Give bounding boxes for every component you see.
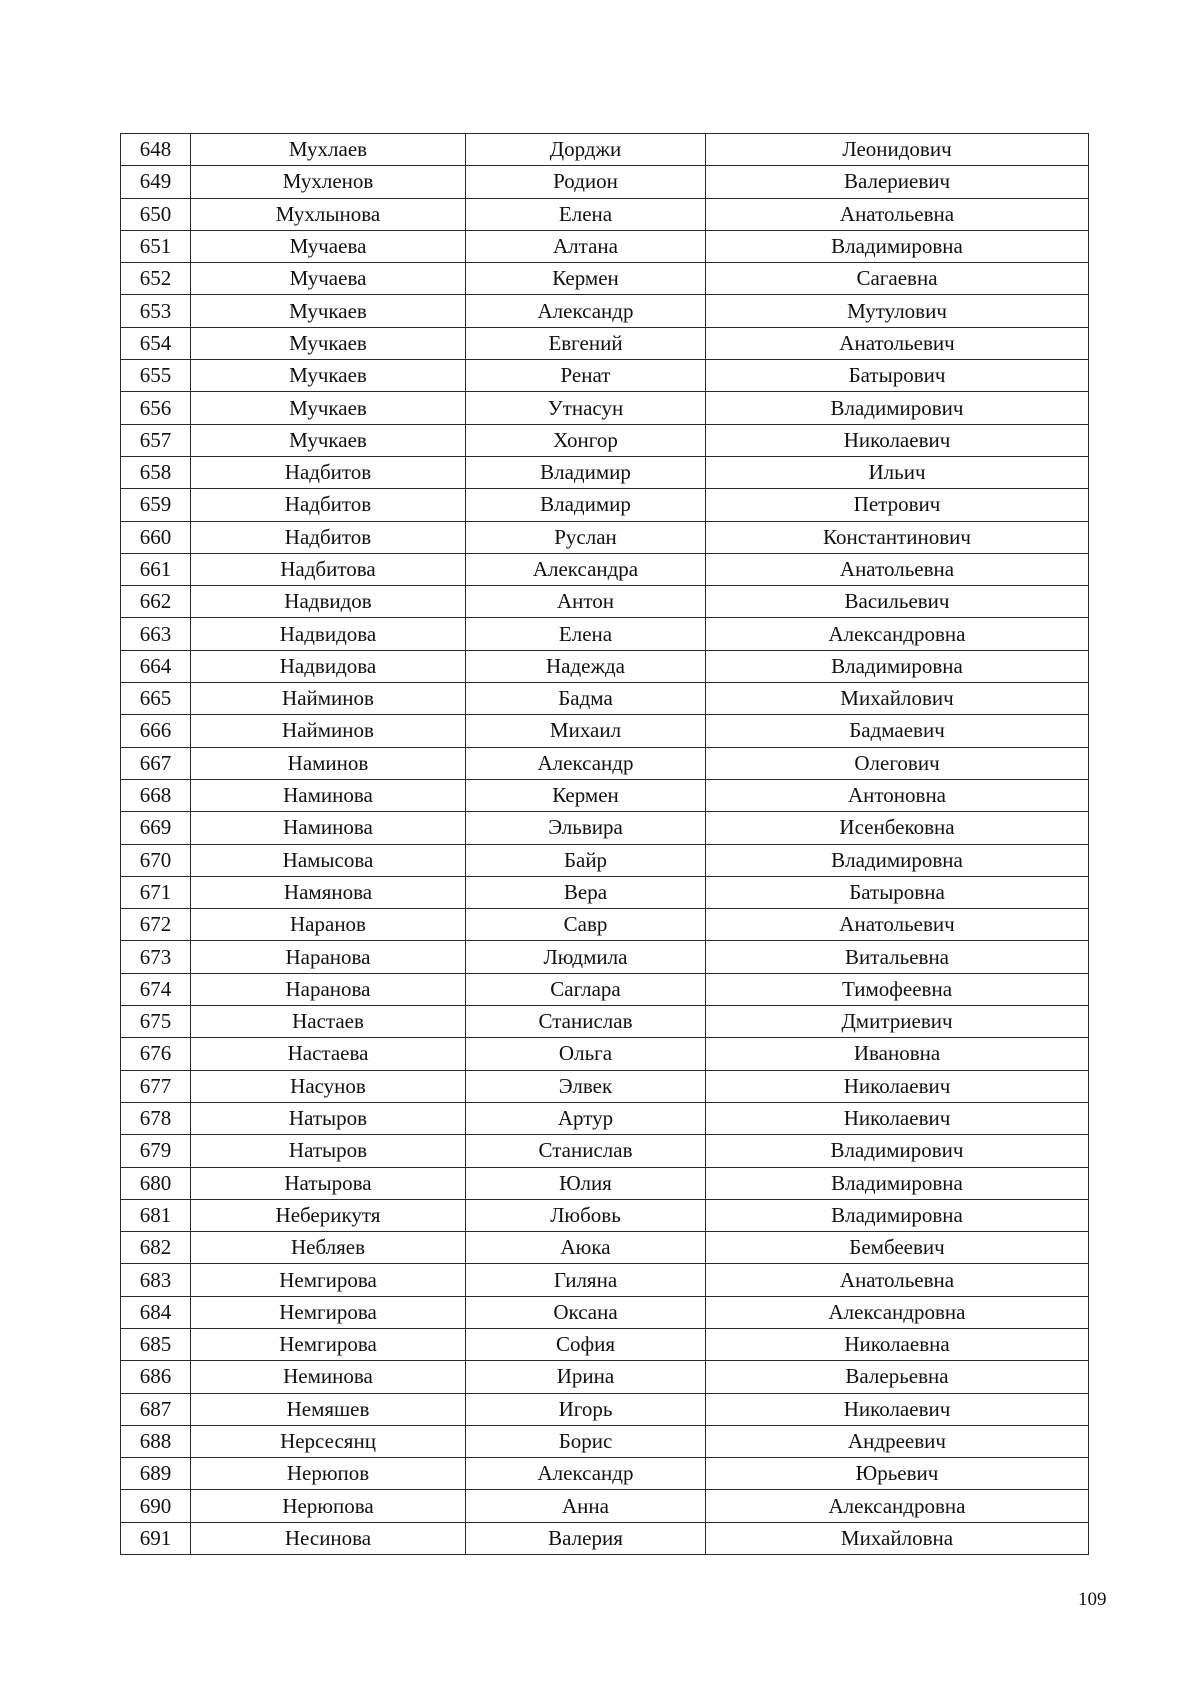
first-name-cell: Антон [466, 586, 706, 618]
table-row [121, 456, 1089, 488]
table-row [121, 424, 1089, 456]
patronymic-cell: Анатольевна [706, 553, 1089, 585]
last-name-cell: Мучаева [191, 230, 466, 262]
table-row [121, 683, 1089, 715]
row-number-cell: 665 [121, 683, 191, 715]
patronymic-cell: Анатольевич [706, 327, 1089, 359]
table-row [121, 618, 1089, 650]
patronymic-cell: Николаевна [706, 1328, 1089, 1360]
first-name-cell: Ирина [466, 1361, 706, 1393]
table-row [121, 586, 1089, 618]
patronymic-cell: Владимировна [706, 1167, 1089, 1199]
patronymic-cell: Владимировна [706, 1199, 1089, 1231]
last-name-cell: Мучкаев [191, 392, 466, 424]
last-name-cell: Насунов [191, 1070, 466, 1102]
row-number-cell: 685 [121, 1328, 191, 1360]
row-number-cell: 673 [121, 941, 191, 973]
row-number-cell: 686 [121, 1361, 191, 1393]
table-row [121, 327, 1089, 359]
first-name-cell: Руслан [466, 521, 706, 553]
first-name-cell: Савр [466, 909, 706, 941]
row-number-cell: 682 [121, 1232, 191, 1264]
first-name-cell: Любовь [466, 1199, 706, 1231]
row-number-cell: 652 [121, 263, 191, 295]
table-row [121, 1264, 1089, 1296]
patronymic-cell: Ильич [706, 456, 1089, 488]
last-name-cell: Натырова [191, 1167, 466, 1199]
table-row [121, 1458, 1089, 1490]
patronymic-cell: Батырович [706, 360, 1089, 392]
first-name-cell: Саглара [466, 973, 706, 1005]
last-name-cell: Наминов [191, 747, 466, 779]
last-name-cell: Надвидова [191, 618, 466, 650]
patronymic-cell: Николаевич [706, 1070, 1089, 1102]
table-row [121, 1038, 1089, 1070]
first-name-cell: Эльвира [466, 812, 706, 844]
last-name-cell: Натыров [191, 1102, 466, 1134]
row-number-cell: 672 [121, 909, 191, 941]
last-name-cell: Немгирова [191, 1328, 466, 1360]
last-name-cell: Немгирова [191, 1296, 466, 1328]
first-name-cell: Аюка [466, 1232, 706, 1264]
first-name-cell: Александра [466, 553, 706, 585]
patronymic-cell: Мутулович [706, 295, 1089, 327]
table-row [121, 1490, 1089, 1522]
patronymic-cell: Михайловна [706, 1522, 1089, 1554]
first-name-cell: Байр [466, 844, 706, 876]
table-row [121, 489, 1089, 521]
last-name-cell: Настаев [191, 1006, 466, 1038]
first-name-cell: Ренат [466, 360, 706, 392]
row-number-cell: 669 [121, 812, 191, 844]
row-number-cell: 664 [121, 650, 191, 682]
table-row [121, 166, 1089, 198]
patronymic-cell: Юрьевич [706, 1458, 1089, 1490]
row-number-cell: 678 [121, 1102, 191, 1134]
row-number-cell: 670 [121, 844, 191, 876]
first-name-cell: Оксана [466, 1296, 706, 1328]
roster-table [120, 133, 1089, 1555]
first-name-cell: Михаил [466, 715, 706, 747]
last-name-cell: Найминов [191, 715, 466, 747]
patronymic-cell: Васильевич [706, 586, 1089, 618]
patronymic-cell: Александровна [706, 1490, 1089, 1522]
row-number-cell: 653 [121, 295, 191, 327]
first-name-cell: София [466, 1328, 706, 1360]
table-row [121, 295, 1089, 327]
first-name-cell: Юлия [466, 1167, 706, 1199]
row-number-cell: 688 [121, 1425, 191, 1457]
patronymic-cell: Сагаевна [706, 263, 1089, 295]
patronymic-cell: Дмитриевич [706, 1006, 1089, 1038]
patronymic-cell: Бадмаевич [706, 715, 1089, 747]
last-name-cell: Мучкаев [191, 295, 466, 327]
table-row [121, 392, 1089, 424]
table-row [121, 1522, 1089, 1554]
table-row [121, 1361, 1089, 1393]
row-number-cell: 684 [121, 1296, 191, 1328]
last-name-cell: Надбитов [191, 456, 466, 488]
patronymic-cell: Александровна [706, 1296, 1089, 1328]
patronymic-cell: Николаевич [706, 424, 1089, 456]
patronymic-cell: Владимирович [706, 1135, 1089, 1167]
first-name-cell: Владимир [466, 456, 706, 488]
table-row [121, 360, 1089, 392]
patronymic-cell: Анатольевич [706, 909, 1089, 941]
row-number-cell: 676 [121, 1038, 191, 1070]
first-name-cell: Артур [466, 1102, 706, 1134]
last-name-cell: Надбитов [191, 521, 466, 553]
row-number-cell: 656 [121, 392, 191, 424]
row-number-cell: 655 [121, 360, 191, 392]
first-name-cell: Елена [466, 198, 706, 230]
patronymic-cell: Анатольевна [706, 1264, 1089, 1296]
last-name-cell: Наранова [191, 973, 466, 1005]
first-name-cell: Александр [466, 1458, 706, 1490]
patronymic-cell: Исенбековна [706, 812, 1089, 844]
first-name-cell: Евгений [466, 327, 706, 359]
last-name-cell: Наминова [191, 779, 466, 811]
first-name-cell: Хонгор [466, 424, 706, 456]
table-row [121, 844, 1089, 876]
table-row [121, 715, 1089, 747]
row-number-cell: 690 [121, 1490, 191, 1522]
first-name-cell: Элвек [466, 1070, 706, 1102]
row-number-cell: 660 [121, 521, 191, 553]
table-row [121, 876, 1089, 908]
first-name-cell: Станислав [466, 1006, 706, 1038]
patronymic-cell: Николаевич [706, 1393, 1089, 1425]
row-number-cell: 659 [121, 489, 191, 521]
table-row [121, 1296, 1089, 1328]
last-name-cell: Мучкаев [191, 327, 466, 359]
first-name-cell: Владимир [466, 489, 706, 521]
table-row [121, 521, 1089, 553]
table-row [121, 198, 1089, 230]
table-row [121, 1232, 1089, 1264]
patronymic-cell: Бембеевич [706, 1232, 1089, 1264]
table-row [121, 1425, 1089, 1457]
patronymic-cell: Владимирович [706, 392, 1089, 424]
patronymic-cell: Валериевич [706, 166, 1089, 198]
last-name-cell: Неберикутя [191, 1199, 466, 1231]
first-name-cell: Утнасун [466, 392, 706, 424]
first-name-cell: Александр [466, 747, 706, 779]
row-number-cell: 654 [121, 327, 191, 359]
row-number-cell: 679 [121, 1135, 191, 1167]
patronymic-cell: Константинович [706, 521, 1089, 553]
row-number-cell: 661 [121, 553, 191, 585]
first-name-cell: Вера [466, 876, 706, 908]
last-name-cell: Нерсесянц [191, 1425, 466, 1457]
row-number-cell: 650 [121, 198, 191, 230]
last-name-cell: Натыров [191, 1135, 466, 1167]
row-number-cell: 683 [121, 1264, 191, 1296]
table-row [121, 973, 1089, 1005]
table-row [121, 747, 1089, 779]
table-row [121, 1199, 1089, 1231]
last-name-cell: Мухленов [191, 166, 466, 198]
last-name-cell: Наранова [191, 941, 466, 973]
last-name-cell: Настаева [191, 1038, 466, 1070]
last-name-cell: Намянова [191, 876, 466, 908]
row-number-cell: 687 [121, 1393, 191, 1425]
first-name-cell: Анна [466, 1490, 706, 1522]
first-name-cell: Людмила [466, 941, 706, 973]
table-row [121, 1006, 1089, 1038]
patronymic-cell: Витальевна [706, 941, 1089, 973]
table-row [121, 1167, 1089, 1199]
first-name-cell: Дорджи [466, 134, 706, 166]
patronymic-cell: Тимофеевна [706, 973, 1089, 1005]
table-row [121, 812, 1089, 844]
last-name-cell: Надвидов [191, 586, 466, 618]
last-name-cell: Мучкаев [191, 360, 466, 392]
row-number-cell: 689 [121, 1458, 191, 1490]
patronymic-cell: Владимировна [706, 650, 1089, 682]
table-row [121, 909, 1089, 941]
table-row [121, 1393, 1089, 1425]
row-number-cell: 663 [121, 618, 191, 650]
patronymic-cell: Петрович [706, 489, 1089, 521]
last-name-cell: Мучаева [191, 263, 466, 295]
first-name-cell: Гиляна [466, 1264, 706, 1296]
last-name-cell: Немгирова [191, 1264, 466, 1296]
patronymic-cell: Валерьевна [706, 1361, 1089, 1393]
last-name-cell: Неминова [191, 1361, 466, 1393]
last-name-cell: Нерюпова [191, 1490, 466, 1522]
patronymic-cell: Владимировна [706, 230, 1089, 262]
patronymic-cell: Анатольевна [706, 198, 1089, 230]
patronymic-cell: Михайлович [706, 683, 1089, 715]
row-number-cell: 668 [121, 779, 191, 811]
last-name-cell: Мучкаев [191, 424, 466, 456]
first-name-cell: Ольга [466, 1038, 706, 1070]
last-name-cell: Надвидова [191, 650, 466, 682]
table-row [121, 134, 1089, 166]
row-number-cell: 658 [121, 456, 191, 488]
table-row [121, 941, 1089, 973]
patronymic-cell: Батыровна [706, 876, 1089, 908]
row-number-cell: 681 [121, 1199, 191, 1231]
first-name-cell: Надежда [466, 650, 706, 682]
row-number-cell: 649 [121, 166, 191, 198]
table-row [121, 779, 1089, 811]
first-name-cell: Кермен [466, 779, 706, 811]
table-row [121, 1135, 1089, 1167]
roster-table-body [121, 134, 1089, 1555]
table-row [121, 263, 1089, 295]
row-number-cell: 680 [121, 1167, 191, 1199]
row-number-cell: 657 [121, 424, 191, 456]
last-name-cell: Мухлынова [191, 198, 466, 230]
last-name-cell: Мухлаев [191, 134, 466, 166]
patronymic-cell: Антоновна [706, 779, 1089, 811]
first-name-cell: Игорь [466, 1393, 706, 1425]
first-name-cell: Борис [466, 1425, 706, 1457]
patronymic-cell: Ивановна [706, 1038, 1089, 1070]
last-name-cell: Немяшев [191, 1393, 466, 1425]
first-name-cell: Александр [466, 295, 706, 327]
page-number: 109 [1078, 1589, 1107, 1610]
last-name-cell: Нерюпов [191, 1458, 466, 1490]
last-name-cell: Надбитов [191, 489, 466, 521]
first-name-cell: Станислав [466, 1135, 706, 1167]
last-name-cell: Небляев [191, 1232, 466, 1264]
patronymic-cell: Олегович [706, 747, 1089, 779]
table-row [121, 1328, 1089, 1360]
row-number-cell: 648 [121, 134, 191, 166]
first-name-cell: Валерия [466, 1522, 706, 1554]
table-row [121, 1102, 1089, 1134]
row-number-cell: 674 [121, 973, 191, 1005]
first-name-cell: Бадма [466, 683, 706, 715]
first-name-cell: Кермен [466, 263, 706, 295]
patronymic-cell: Леонидович [706, 134, 1089, 166]
table-row [121, 650, 1089, 682]
patronymic-cell: Андреевич [706, 1425, 1089, 1457]
patronymic-cell: Александровна [706, 618, 1089, 650]
patronymic-cell: Николаевич [706, 1102, 1089, 1134]
patronymic-cell: Владимировна [706, 844, 1089, 876]
row-number-cell: 675 [121, 1006, 191, 1038]
row-number-cell: 662 [121, 586, 191, 618]
first-name-cell: Родион [466, 166, 706, 198]
row-number-cell: 666 [121, 715, 191, 747]
row-number-cell: 677 [121, 1070, 191, 1102]
table-row [121, 1070, 1089, 1102]
table-row [121, 553, 1089, 585]
last-name-cell: Наминова [191, 812, 466, 844]
last-name-cell: Несинова [191, 1522, 466, 1554]
last-name-cell: Надбитова [191, 553, 466, 585]
last-name-cell: Наранов [191, 909, 466, 941]
first-name-cell: Елена [466, 618, 706, 650]
row-number-cell: 691 [121, 1522, 191, 1554]
last-name-cell: Намысова [191, 844, 466, 876]
last-name-cell: Найминов [191, 683, 466, 715]
first-name-cell: Алтана [466, 230, 706, 262]
row-number-cell: 667 [121, 747, 191, 779]
row-number-cell: 651 [121, 230, 191, 262]
table-row [121, 230, 1089, 262]
row-number-cell: 671 [121, 876, 191, 908]
